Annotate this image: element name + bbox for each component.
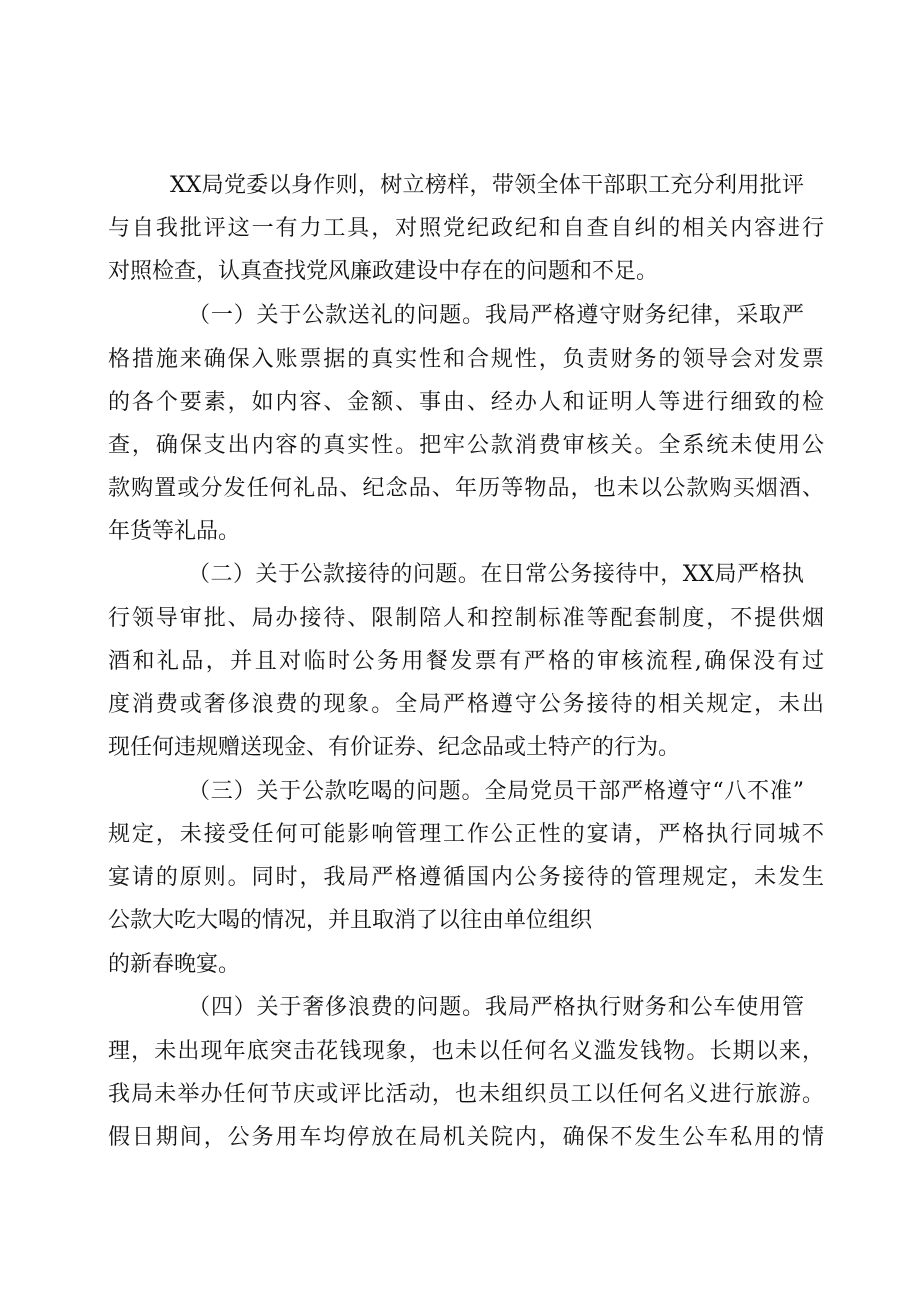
- text-line: （一）关于公款送礼的问题。我局严格遵守财务纪律，采取严: [188, 303, 804, 328]
- text-line: 宴请的原则。同时，我局严格遵循国内公务接待的管理规定，未发生: [108, 865, 824, 890]
- text-line: 酒和礼品，并且对临时公务用餐发票有严格的审核流程,确保没有过: [108, 649, 824, 674]
- text-line: 年货等礼品。: [108, 519, 241, 544]
- text-line: 我局未举办任何节庆或评比活动，也未组织员工以任何名义进行旅游。: [108, 1082, 824, 1107]
- text-line: 度消费或奢侈浪费的现象。全局严格遵守公务接待的相关规定，未出: [108, 692, 824, 717]
- text-line: XX局党委以身作则，树立榜样，带领全体干部职工充分利用批评: [170, 173, 804, 198]
- text-line: 公款大吃大喝的情况，并且取消了以往由单位组织: [108, 908, 593, 933]
- text-line: 的各个要素，如内容、金额、事由、经办人和证明人等进行细致的检: [108, 390, 824, 415]
- text-line: 的新春晚宴。: [108, 952, 241, 977]
- text-line: 格措施来确保入账票据的真实性和合规性，负责财务的领导会对发票: [108, 347, 824, 372]
- text-line: 规定，未接受任何可能影响管理工作公正性的宴请，严格执行同城不: [108, 822, 824, 847]
- text-line: 与自我批评这一有力工具，对照党纪政纪和自查自纠的相关内容进行: [108, 216, 824, 241]
- text-line: 行领导审批、局办接待、限制陪人和控制标准等配套制度，不提供烟: [108, 606, 824, 631]
- text-line: （三）关于公款吃喝的问题。全局党员干部严格遵守“八不准”: [188, 779, 804, 804]
- text-line: （四）关于奢侈浪费的问题。我局严格执行财务和公车使用管: [188, 995, 804, 1020]
- text-line: 假日期间，公务用车均停放在局机关院内，确保不发生公车私用的情: [108, 1125, 824, 1150]
- text-line: 查，确保支出内容的真实性。把牢公款消费审核关。全系统未使用公: [108, 433, 824, 458]
- text-line: 款购置或分发任何礼品、纪念品、年历等物品，也未以公款购买烟酒、: [108, 476, 824, 501]
- text-line: 现任何违规赠送现金、有价证券、纪念品或土特产的行为。: [108, 735, 681, 760]
- text-line: （二）关于公款接待的问题。在日常公务接待中，XX局严格执: [188, 562, 804, 587]
- text-line: 对照检查，认真查找党风廉政建设中存在的问题和不足。: [108, 259, 659, 284]
- text-line: 理，未出现年底突击花钱现象，也未以任何名义滥发钱物。长期以来，: [108, 1039, 824, 1064]
